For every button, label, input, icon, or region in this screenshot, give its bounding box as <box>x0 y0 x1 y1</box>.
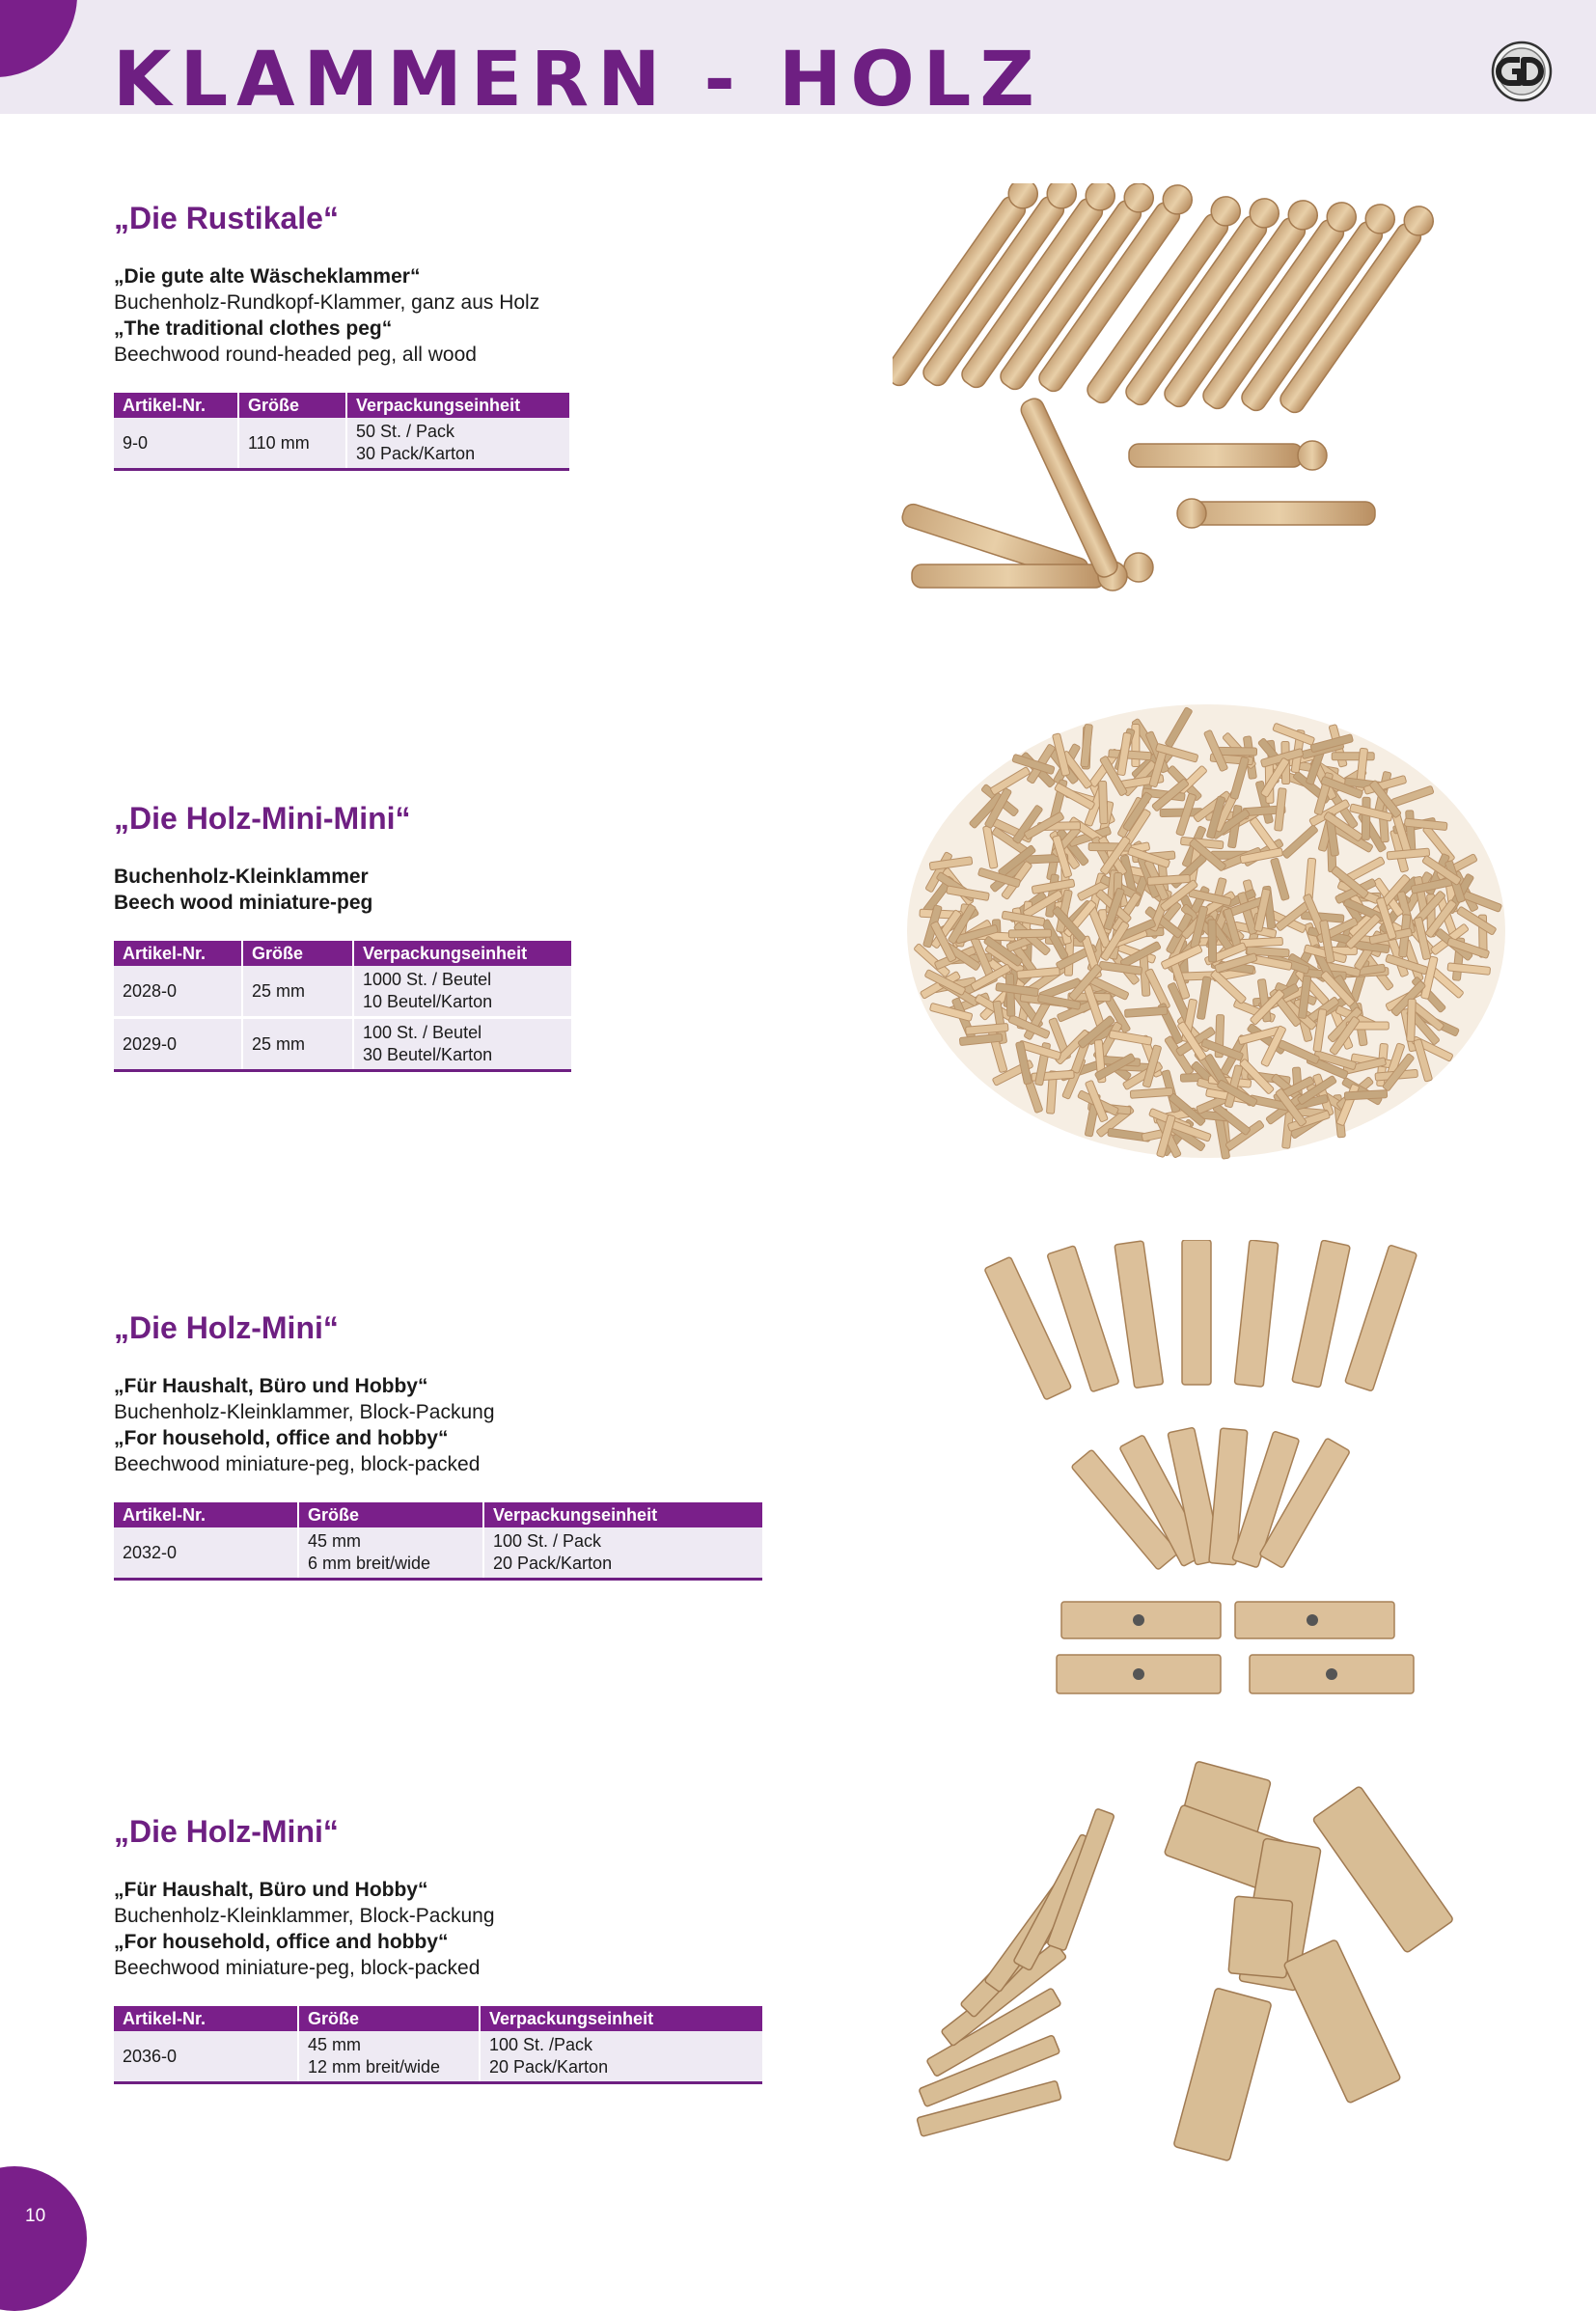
table-header-row <box>114 941 571 966</box>
column-header: Artikel-Nr. <box>114 941 242 966</box>
section-description <box>114 1877 762 1981</box>
size-line: 25 mm <box>252 980 306 1001</box>
description-line: Buchenholz-Rundkopf-Klammer, ganz aus Holz <box>114 291 540 314</box>
table-row <box>114 2031 762 2083</box>
packaging-line: 100 St. / Beutel <box>363 1023 482 1042</box>
section-title: „Die Holz-Mini-Mini“ <box>114 801 411 836</box>
description-line: „For household, office and hobby“ <box>114 1931 449 1953</box>
product-photo-block-pegs-6mm <box>965 1240 1447 1703</box>
description-line: „For household, office and hobby“ <box>114 1427 449 1449</box>
section-description <box>114 263 569 368</box>
description-line: Buchenholz-Kleinklammer, Block-Packung <box>114 1905 495 1927</box>
page-number: 10 <box>25 2206 46 2226</box>
article-number-cell: 2032-0 <box>114 1527 298 1580</box>
size-cell <box>242 1018 353 1071</box>
packaging-line: 20 Pack/Karton <box>489 2057 609 2077</box>
size-line: 12 mm breit/wide <box>308 2057 441 2077</box>
section-description <box>114 1373 762 1477</box>
size-line: 45 mm <box>308 1531 362 1551</box>
size-line: 25 mm <box>252 1033 306 1054</box>
packaging-cell <box>353 966 571 1018</box>
section-title: „Die Holz-Mini“ <box>114 1814 339 1849</box>
size-cell <box>242 966 353 1018</box>
packaging-line: 100 St. /Pack <box>489 2035 593 2054</box>
product-photo-block-pegs-12mm <box>907 1751 1525 2166</box>
spec-table <box>114 2006 762 2084</box>
spec-table <box>114 393 569 471</box>
packaging-line: 1000 St. / Beutel <box>363 970 492 989</box>
size-line: 45 mm <box>308 2035 362 2054</box>
table-row <box>114 1018 571 1071</box>
description-line: „The traditional clothes peg“ <box>114 317 393 340</box>
column-header: Verpackungseinheit <box>483 1502 762 1527</box>
brand-logo-icon <box>1491 41 1553 102</box>
column-header: Größe <box>298 1502 483 1527</box>
column-header: Artikel-Nr. <box>114 393 238 418</box>
packaging-line: 100 St. / Pack <box>493 1531 602 1551</box>
column-header: Artikel-Nr. <box>114 1502 298 1527</box>
packaging-line: 30 Pack/Karton <box>356 444 476 463</box>
packaging-cell <box>346 418 569 470</box>
product-section-holz-mini-mini <box>114 801 571 1072</box>
product-section-holz-mini-6mm <box>114 1310 762 1581</box>
article-number-cell: 2028-0 <box>114 966 242 1018</box>
packaging-line: 10 Beutel/Karton <box>363 992 493 1011</box>
table-header-row <box>114 393 569 418</box>
description-line: Beechwood miniature-peg, block-packed <box>114 1453 481 1475</box>
product-section-rustikale <box>114 201 569 471</box>
table-row <box>114 1527 762 1580</box>
description-line: „Für Haushalt, Büro und Hobby“ <box>114 1879 428 1901</box>
page-title: KLAMMERN - HOLZ <box>113 37 1043 124</box>
column-header: Verpackungseinheit <box>353 941 571 966</box>
description-line: „Die gute alte Wäscheklammer“ <box>114 265 421 288</box>
description-line: Buchenholz-Kleinklammer <box>114 866 369 888</box>
article-number-cell: 9-0 <box>114 418 238 470</box>
description-line: Beechwood miniature-peg, block-packed <box>114 1957 481 1979</box>
description-line: Buchenholz-Kleinklammer, Block-Packung <box>114 1401 495 1423</box>
description-line: Beech wood miniature-peg <box>114 892 373 914</box>
table-row <box>114 966 571 1018</box>
corner-decoration-bottom <box>0 2166 87 2311</box>
size-cell <box>298 2031 480 2083</box>
packaging-line: 20 Pack/Karton <box>493 1554 613 1573</box>
column-header: Verpackungseinheit <box>480 2006 762 2031</box>
packaging-line: 50 St. / Pack <box>356 422 455 441</box>
table-header-row <box>114 2006 762 2031</box>
table-row <box>114 418 569 470</box>
packaging-cell <box>480 2031 762 2083</box>
spec-table <box>114 941 571 1072</box>
product-section-holz-mini-12mm <box>114 1814 762 2084</box>
section-title: „Die Rustikale“ <box>114 201 339 235</box>
article-number-cell: 2036-0 <box>114 2031 298 2083</box>
size-cell <box>298 1527 483 1580</box>
packaging-cell <box>353 1018 571 1071</box>
size-line: 110 mm <box>248 432 310 453</box>
column-header: Größe <box>298 2006 480 2031</box>
column-header: Größe <box>238 393 346 418</box>
section-title: „Die Holz-Mini“ <box>114 1310 339 1345</box>
packaging-cell <box>483 1527 762 1580</box>
column-header: Verpackungseinheit <box>346 393 569 418</box>
column-header: Größe <box>242 941 353 966</box>
size-line: 6 mm breit/wide <box>308 1554 431 1573</box>
description-line: Beechwood round-headed peg, all wood <box>114 344 477 366</box>
article-number-cell: 2029-0 <box>114 1018 242 1071</box>
table-header-row <box>114 1502 762 1527</box>
product-photo-round-head-pegs <box>893 183 1520 627</box>
packaging-line: 30 Beutel/Karton <box>363 1045 493 1064</box>
spec-table <box>114 1502 762 1581</box>
description-line: „Für Haushalt, Büro und Hobby“ <box>114 1375 428 1397</box>
product-photo-mini-pegs-pile <box>897 685 1525 1177</box>
size-cell <box>238 418 346 470</box>
column-header: Artikel-Nr. <box>114 2006 298 2031</box>
section-description <box>114 864 571 916</box>
